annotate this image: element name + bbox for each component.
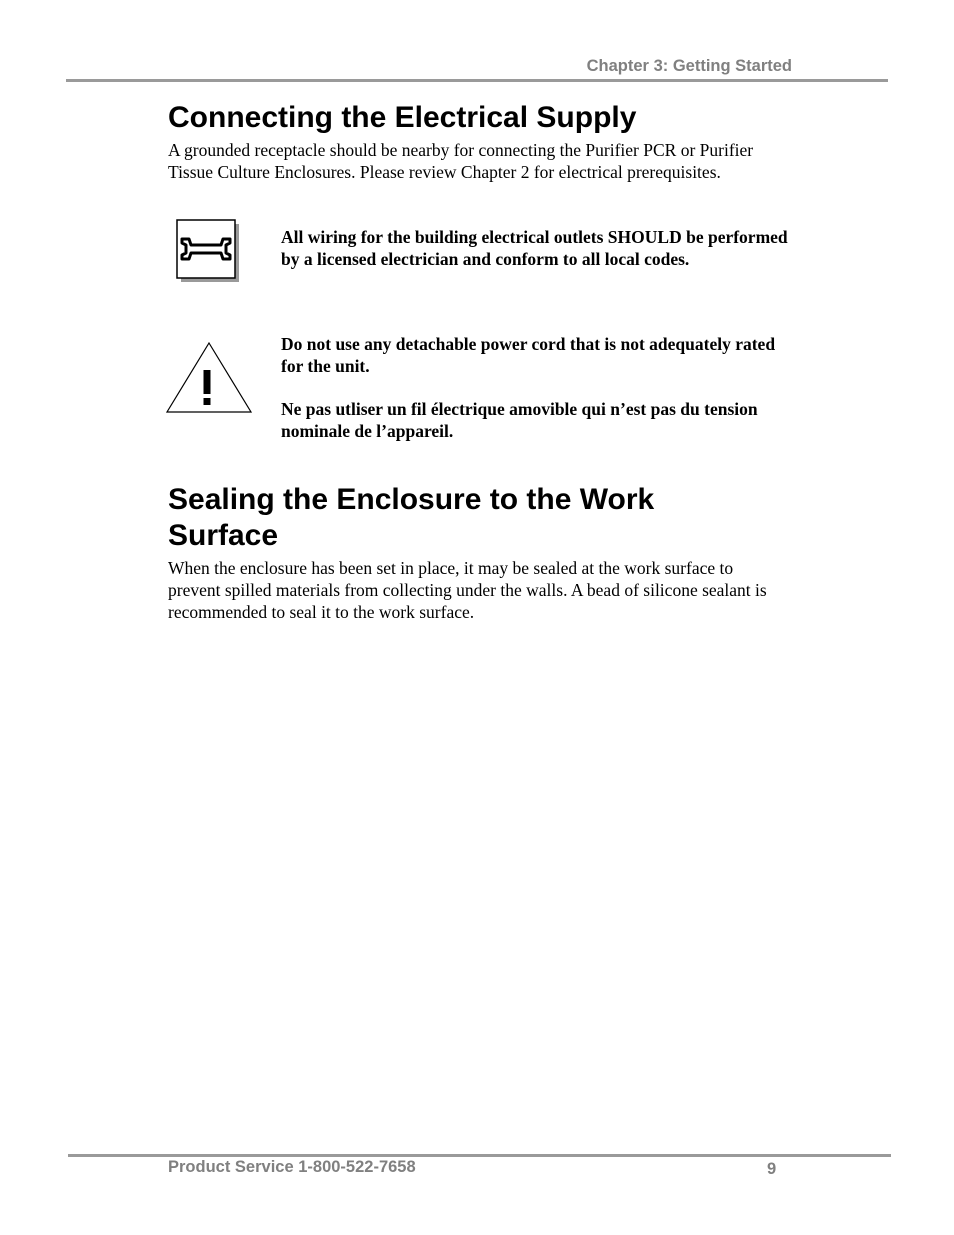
warning-triangle-icon <box>165 340 253 416</box>
section-body-sealing: When the enclosure has been set in place, it may be sealed at the work surface to prevent spilled materials from collecting under the walls. A bead of silicone sealant is recommended to seal it to the work surface. <box>168 558 767 622</box>
section-body-electrical: A grounded receptacle should be nearby for connecting the Purifier PCR or Purifier Tissue Culture Enclosures. Please review Chapter 2 for electrical prerequisites. <box>168 140 754 182</box>
footer-divider <box>68 1154 891 1157</box>
chapter-header: Chapter 3: Getting Started <box>586 57 792 75</box>
warning-text-english: Do not use any detachable power cord that is not adequately rated for the unit. <box>281 334 776 376</box>
section-title-electrical: Connecting the Electrical Supply <box>168 101 637 134</box>
wrench-icon <box>176 219 242 283</box>
product-service-line: Product Service 1-800-522-7658 <box>168 1158 416 1176</box>
page-number: 9 <box>767 1160 777 1178</box>
header-divider <box>66 79 888 82</box>
section-title-sealing: Sealing the Enclosure to the Work Surface <box>168 483 655 552</box>
warning-text-french: Ne pas utliser un fil électrique amovible qui n’est pas du tension nominale de l’appareil. <box>281 399 758 441</box>
electrician-note: All wiring for the building electrical outlets SHOULD be performed by a licensed electrician and conform to all local codes. <box>281 227 788 269</box>
